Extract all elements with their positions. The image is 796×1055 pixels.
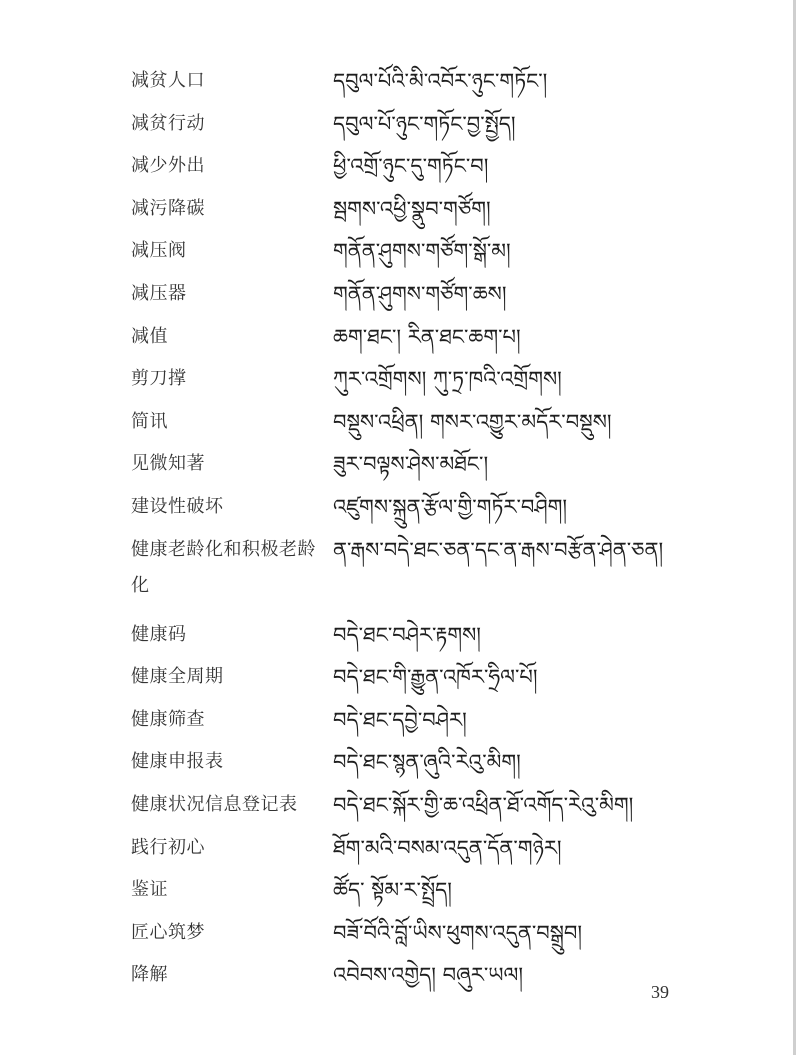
glossary-entry bbox=[131, 696, 691, 739]
tibetan-term: འབེབས་འགྱེད། བཞུར་ཡལ། bbox=[333, 963, 523, 988]
glossary-entry bbox=[131, 951, 691, 994]
chinese-term: 简讯 bbox=[131, 410, 168, 432]
tibetan-term: གནོན་ཤུགས་གཙོག་ཆས། bbox=[333, 281, 507, 306]
chinese-term: 见微知著 bbox=[131, 453, 205, 475]
tibetan-term: ཐོག་མའི་བསམ་འདུན་དོན་གཉེར། bbox=[333, 835, 562, 860]
glossary-entry bbox=[131, 653, 691, 696]
tibetan-term: བདེ་ཐང་དབྱེ་བཤེར། bbox=[333, 707, 467, 732]
tibetan-term: ཕྱི་འགྲོ་ཉུང་དུ་གཏོང་བ། bbox=[333, 154, 489, 179]
glossary-entry bbox=[131, 738, 691, 781]
glossary-entry bbox=[131, 824, 691, 867]
glossary-entry bbox=[131, 57, 691, 100]
chinese-term: 鉴证 bbox=[131, 879, 168, 901]
tibetan-term: སྦགས་འཕྱི་སྣུབ་གཙོག། bbox=[333, 196, 491, 221]
chinese-term: 健康筛查 bbox=[131, 708, 205, 730]
glossary-entry bbox=[131, 781, 691, 824]
chinese-term: 健康状况信息登记表 bbox=[131, 793, 298, 815]
chinese-term: 减贫人口 bbox=[131, 70, 205, 91]
glossary-entry bbox=[131, 355, 691, 398]
tibetan-term: དབུལ་པོའི་མི་འབོར་ཉུང་གཏོང་། bbox=[333, 69, 548, 93]
chinese-term: 健康码 bbox=[131, 623, 187, 645]
chinese-term: 减压阀 bbox=[131, 240, 187, 262]
tibetan-term: གནོན་ཤུགས་གཙོག་སྒོ་མ། bbox=[333, 239, 511, 264]
glossary-entry bbox=[131, 270, 691, 313]
glossary-entry bbox=[131, 909, 691, 952]
tibetan-term: ཀུར་འགྲོགས། ཀུ་ཏྲ་ཁའི་འགྲོགས། bbox=[333, 367, 562, 392]
chinese-term: 剪刀撑 bbox=[131, 368, 187, 390]
chinese-term: 匠心筑梦 bbox=[131, 921, 205, 943]
glossary-entry bbox=[131, 142, 691, 185]
chinese-term: 减污降碳 bbox=[131, 197, 205, 219]
tibetan-term: ཟུར་བལྟས་ཤེས་མཐོང་། bbox=[333, 452, 489, 477]
tibetan-term: བདེ་ཐང་སྙན་ཞུའི་རེའུ་མིག། bbox=[333, 750, 521, 775]
tibetan-term: བསྡུས་འཕྲིན། གསར་འགྱུར་མདོར་བསྡུས། bbox=[333, 409, 612, 434]
page-number: 39 bbox=[651, 982, 669, 1002]
glossary-entry bbox=[131, 526, 691, 611]
chinese-term: 建设性破坏 bbox=[131, 495, 224, 517]
tibetan-term: ཚོད་ སྟོམ་ར་སྤྲོད། bbox=[333, 878, 452, 903]
tibetan-term: བདེ་ཐང་བཤེར་རྟགས། bbox=[333, 622, 481, 647]
glossary-entry bbox=[131, 100, 691, 143]
chinese-term: 健康申报表 bbox=[131, 751, 224, 773]
tibetan-term: འཛུགས་སྐྲུན་རྩོལ་གྱི་གཏོར་བཤིག། bbox=[333, 494, 568, 519]
tibetan-term: བཟོ་བོའི་བློ་ཡིས་ཕུགས་འདུན་བསྒྲུབ། bbox=[333, 920, 582, 945]
chinese-term: 健康老龄化和积极老龄化 bbox=[131, 538, 316, 596]
tibetan-term: ན་རྒས་བདེ་ཐང་ཅན་དང་ན་རྒས་བརྩོན་ཤེན་ཅན། bbox=[333, 537, 664, 562]
chinese-term: 降解 bbox=[131, 964, 168, 986]
glossary-entry bbox=[131, 185, 691, 228]
glossary-entry bbox=[131, 313, 691, 356]
tibetan-term: ཆག་ཐང་། རིན་ཐང་ཆག་པ། bbox=[333, 324, 521, 349]
glossary-entry bbox=[131, 611, 691, 654]
chinese-term: 减压器 bbox=[131, 282, 187, 304]
glossary-entry bbox=[131, 866, 691, 909]
tibetan-term: བདེ་ཐང་གི་རྒྱུན་འཁོར་ཧྲིལ་པོ། bbox=[333, 665, 538, 690]
chinese-term: 减值 bbox=[131, 325, 168, 347]
tibetan-term: དབུལ་པོ་ཉུང་གཏོང་བྱ་སྤྱོད། bbox=[333, 111, 516, 136]
glossary-entry bbox=[131, 440, 691, 483]
glossary-entry bbox=[131, 227, 691, 270]
chinese-term: 健康全周期 bbox=[131, 666, 224, 688]
chinese-term: 践行初心 bbox=[131, 836, 205, 858]
glossary-entry bbox=[131, 398, 691, 441]
chinese-term: 减贫行动 bbox=[131, 112, 205, 134]
glossary-entry bbox=[131, 483, 691, 526]
glossary-list bbox=[131, 57, 691, 994]
tibetan-term: བདེ་ཐང་སྐོར་གྱི་ཆ་འཕྲིན་ཐོ་འགོད་རེའུ་མིག། bbox=[333, 792, 634, 817]
chinese-term: 减少外出 bbox=[131, 155, 205, 177]
